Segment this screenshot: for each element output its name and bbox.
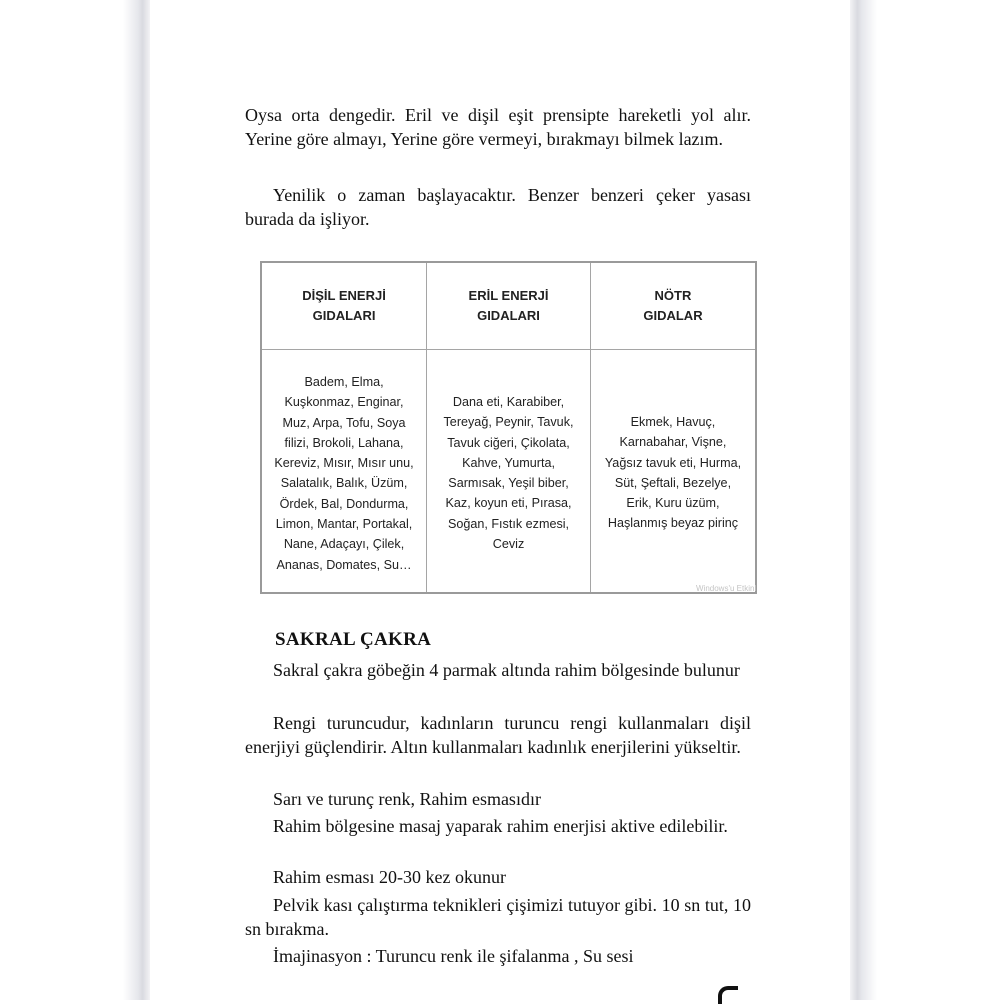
table-row [261, 350, 756, 594]
neutral-foods-cell: Ekmek, Havuç, Karnabahar, Vişne, Yağsız tavuk eti, Hurma, Süt, Şeftali, Bezelye, Erik, Kuru üzüm, Haşlanmış beyaz pirinç [590, 350, 756, 594]
paragraph-location: Sakral çakra göbeğin 4 parmak altında rahim bölgesinde bulunur [273, 660, 740, 680]
paragraph-esma: Sarı ve turunç renk, Rahim esmasıdır [273, 789, 541, 809]
masculine-foods-cell: Dana eti, Karabiber, Tereyağ, Peynir, Tavuk, Tavuk ciğeri, Çikolata, Kahve, Yumurta, Sarmısak, Yeşil biber, Kaz, koyun eti, Pırasa, Soğan, Fıstık ezmesi, Ceviz [427, 350, 591, 594]
page-edge-left [0, 0, 150, 1000]
header-feminine-foods: DİŞİL ENERJİ GIDALARI [261, 262, 427, 350]
feminine-foods-cell: Badem, Elma, Kuşkonmaz, Enginar, Muz, Arpa, Tofu, Soya filizi, Brokoli, Lahana, Kereviz, Mısır, Mısır unu, Salatalık, Balık, Üzüm, Ördek, Bal, Dondurma, Limon, Mantar, Portakal, Nane, Adaçayı, Çilek, Ananas, Domates, Su… [261, 350, 427, 594]
paragraph-recite: Rahim esması 20-30 kez okunur [273, 867, 506, 887]
energy-food-table [260, 261, 757, 594]
header-neutral-foods: NÖTR GIDALAR [590, 262, 756, 350]
paragraph-balance: Oysa orta dengedir. Eril ve dişil eşit prensipte hareketli yol alır. Yerine göre almayı, Yerine göre vermeyi, bırakmayı bilmek lazım. [245, 105, 751, 149]
table-header-row [261, 262, 756, 350]
book-page [150, 0, 850, 1000]
page-edge-right [850, 0, 1000, 1000]
section-heading: SAKRAL ÇAKRA [275, 629, 432, 650]
paragraph-color: Rengi turuncudur, kadınların turuncu rengi kullanmaları dişil enerjiyi güçlendirir. Altın kullanmaları kadınlık enerjilerini yükseltir. [245, 713, 751, 757]
paragraph-renewal: Yenilik o zaman başlayacaktır. Benzer benzeri çeker yasası burada da işliyor. [245, 185, 751, 229]
page-number-fragment [718, 986, 738, 1004]
paragraph-massage: Rahim bölgesine masaj yaparak rahim enerjisi aktive edilebilir. [273, 816, 728, 836]
paragraph-imagination: İmajinasyon : Turuncu renk ile şifalanma , Su sesi [273, 946, 634, 966]
windows-activation-watermark: Windows'u Etkinl [696, 584, 757, 593]
paragraph-pelvic: Pelvik kası çalıştırma teknikleri çişimizi tutuyor gibi. 10 sn tut, 10 sn bırakma. [245, 895, 751, 939]
header-masculine-foods: ERİL ENERJİ GIDALARI [427, 262, 591, 350]
